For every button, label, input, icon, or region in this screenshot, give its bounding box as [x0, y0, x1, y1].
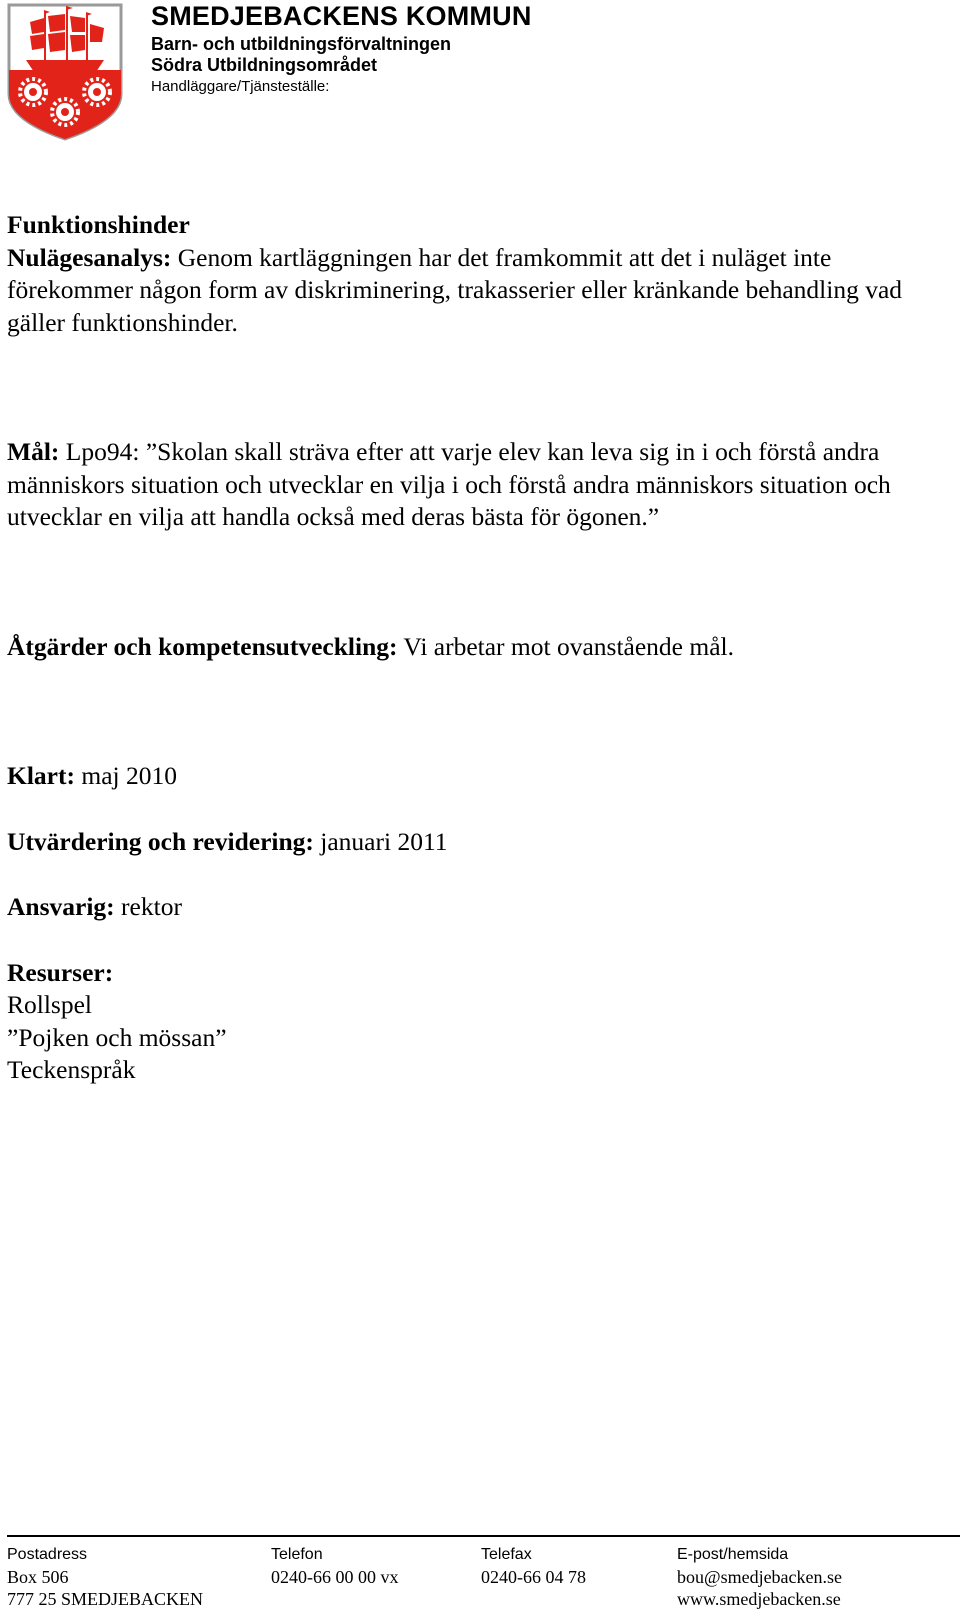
fax-label: Telefax — [481, 1546, 532, 1563]
evaluation-line — [7, 826, 942, 859]
goal-label: Mål: — [7, 437, 60, 466]
responsible-line — [7, 891, 942, 924]
document-body — [7, 209, 942, 1087]
website: www.smedjebacken.se — [677, 1589, 841, 1609]
analysis-text: Genom kartläggningen har det framkommit att det i nuläget inte förekommer någon form av diskriminering, trakasserier eller kränkande behandling vad gäller funktionshinder. — [7, 242, 903, 337]
postal-line1: Box 506 — [7, 1567, 69, 1587]
evaluation-label: Utvärdering och revidering: — [7, 826, 314, 856]
evaluation-text: januari 2011 — [313, 826, 448, 856]
footer-contact — [677, 1544, 842, 1610]
email-address: bou@smedjebacken.se — [677, 1567, 843, 1587]
resource-item: Teckenspråk — [7, 1055, 136, 1084]
postal-line2: 777 25 SMEDJEBACKEN — [7, 1589, 204, 1609]
postal-label: Postadress — [7, 1546, 88, 1563]
crest-icon — [6, 2, 124, 142]
resource-item: Rollspel — [7, 990, 93, 1019]
fax-number: 0240-66 04 78 — [481, 1567, 586, 1587]
footer-phone — [271, 1544, 399, 1588]
letterhead — [151, 2, 532, 96]
resources-heading — [7, 957, 942, 990]
analysis-label: Nulägesanalys: — [7, 242, 172, 272]
phone-number: 0240-66 00 00 vx — [271, 1567, 399, 1587]
resource-item: ”Pojken och mössan” — [7, 1022, 227, 1052]
email-label: E-post/hemsida — [677, 1546, 789, 1563]
footer — [7, 1535, 960, 1609]
area-name: Södra Utbildningsområdet — [151, 55, 378, 76]
done-text: maj 2010 — [74, 761, 177, 790]
measures-text: Vi arbetar mot ovanstående mål. — [397, 631, 734, 661]
department-name: Barn- och utbildningsförvaltningen — [151, 33, 451, 54]
done-label: Klart: — [7, 761, 75, 790]
org-name: SMEDJEBACKENS KOMMUN — [151, 1, 532, 31]
responsible-label: Ansvarig: — [7, 892, 115, 921]
goal-text: Lpo94: ”Skolan skall sträva efter att varje elev kan leva sig in i och förstå andra människors situation och utvecklar en vilja i och förstå andra människors situation och utvecklar en vilja att handla också med deras bästa för ögonen.” — [7, 437, 891, 531]
section-title: Funktionshinder — [7, 210, 190, 239]
goal-paragraph — [7, 436, 942, 534]
measures-paragraph — [7, 631, 942, 664]
done-line — [7, 760, 942, 793]
responsible-text: rektor — [114, 892, 182, 921]
phone-label: Telefon — [271, 1546, 323, 1563]
measures-label: Åtgärder och kompetensutveckling: — [7, 631, 398, 661]
resources-label: Resurser: — [7, 957, 114, 987]
analysis-paragraph — [7, 242, 942, 340]
handler-label: Handläggare/Tjänsteställe: — [151, 78, 330, 96]
footer-postal — [7, 1544, 203, 1610]
footer-fax — [481, 1544, 586, 1588]
